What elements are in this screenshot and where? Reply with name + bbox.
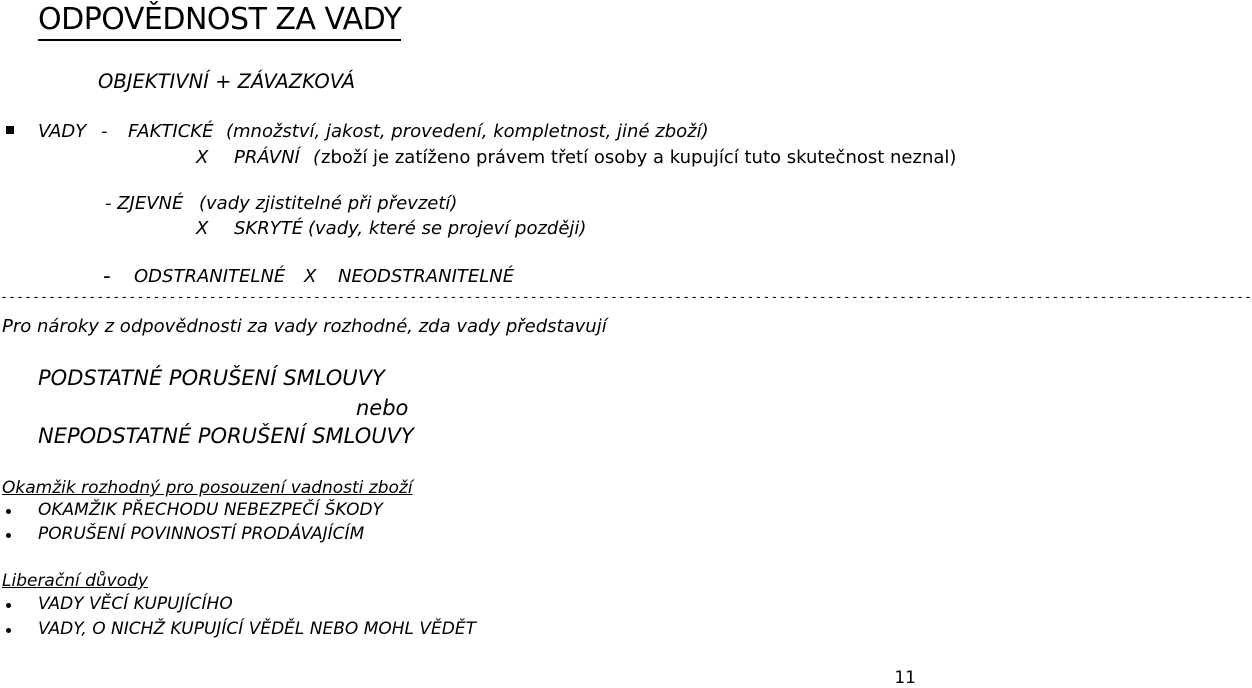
odstranitelne-dash: -: [103, 264, 111, 288]
square-bullet-icon: [6, 126, 14, 134]
dashed-separator: ------------------------------------------------------------------------------------------------------------------------------------------------------------: [0, 290, 1252, 305]
breach-or: nebo: [356, 396, 409, 420]
pravni-note: zboží je zatíženo právem třetí osoby a kupující tuto skutečnost neznal): [321, 147, 957, 168]
x-separator-3: X: [304, 266, 317, 287]
zjevne-label: - ZJEVNÉ: [105, 193, 184, 214]
page-title: ODPOVĚDNOST ZA VADY: [38, 2, 401, 41]
fakticke-label: FAKTICKÉ: [128, 121, 214, 142]
vady-dash: -: [101, 121, 108, 142]
breach-minor: NEPODSTATNÉ PORUŠENÍ SMLOUVY: [38, 424, 414, 448]
fakticke-note: (množství, jakost, provedení, kompletnost, jiné zboží): [226, 121, 709, 142]
bullet-dot-icon: [6, 509, 11, 514]
pravni-note-paren: (: [313, 147, 321, 168]
vady-label: VADY: [38, 121, 87, 142]
moment-heading: Okamžik rozhodný pro posouzení vadnosti zboží: [2, 478, 413, 498]
moment-item: OKAMŽIK PŘECHODU NEBEZPEČÍ ŠKODY: [38, 500, 383, 520]
skryte-note: (vady, které se projeví později): [308, 218, 587, 239]
bullet-dot-icon: [6, 533, 11, 538]
neodstranitelne-label: NEODSTRANITELNÉ: [338, 266, 515, 287]
liberation-item: VADY VĚCÍ KUPUJÍCÍHO: [38, 594, 233, 614]
zjevne-note: (vady zjistitelné při převzetí): [199, 193, 458, 214]
subtitle: OBJEKTIVNÍ + ZÁVAZKOVÁ: [98, 70, 356, 93]
page-number: 11: [894, 668, 916, 688]
breach-major: PODSTATNÉ PORUŠENÍ SMLOUVY: [38, 366, 385, 390]
liberation-heading: Liberační důvody: [2, 571, 148, 591]
liberation-item: VADY, O NICHŽ KUPUJÍCÍ VĚDĚL NEBO MOHL VĚDĚT: [38, 619, 476, 639]
bullet-dot-icon: [6, 603, 11, 608]
moment-item: PORUŠENÍ POVINNOSTÍ PRODÁVAJÍCÍM: [38, 524, 365, 544]
x-separator-1: X: [196, 147, 209, 168]
pravni-label: PRÁVNÍ: [234, 147, 300, 168]
skryte-label: SKRYTÉ: [234, 218, 304, 239]
x-separator-2: X: [196, 218, 209, 239]
bullet-dot-icon: [6, 628, 11, 633]
claims-intro: Pro nároky z odpovědnosti za vady rozhodné, zda vady představují: [2, 316, 607, 337]
odstranitelne-label: ODSTRANITELNÉ: [134, 266, 286, 287]
